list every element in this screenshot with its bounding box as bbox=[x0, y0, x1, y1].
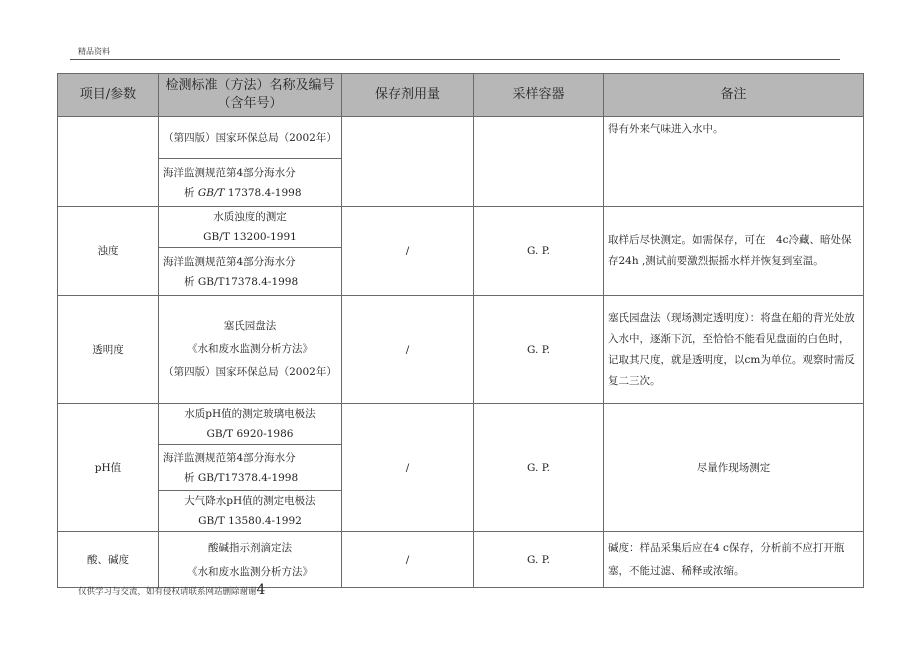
standard-cell bbox=[159, 159, 342, 207]
standard-line: 海洋监测规范第4部分海水分 bbox=[163, 255, 296, 268]
standard-cell bbox=[159, 248, 342, 296]
param-cell: 浊度 bbox=[58, 207, 159, 296]
standard-text: 析 bbox=[184, 186, 198, 199]
preservative-cell: / bbox=[342, 532, 474, 588]
container-cell: G. P. bbox=[474, 207, 604, 296]
footer-note bbox=[78, 582, 265, 598]
page-number: 4 bbox=[256, 582, 266, 598]
preservative-cell bbox=[342, 117, 474, 207]
standard-line: GB/T 6920-1986 bbox=[206, 428, 294, 440]
container-cell: G. P. bbox=[474, 296, 604, 404]
monitoring-standards-table bbox=[57, 73, 864, 588]
notes-cell: 塞氏园盘法（现场测定透明度）：将盘在船的背光处放入水中，逐渐下沉，至恰恰不能看见盘面的白色时，记取其尺度，就是透明度，以cm为单位。观察时需反复二三次。 bbox=[604, 296, 864, 404]
standard-line: 水质浊度的测定 bbox=[213, 211, 287, 223]
param-cell: pH值 bbox=[58, 404, 159, 532]
standard-cell bbox=[159, 207, 342, 248]
standard-cell bbox=[159, 404, 342, 445]
notes-cell: 取样后尽快测定。如需保存，可在 4c冷藏、暗处保存24h ,测试前要激烈振摇水样并恢复到室温。 bbox=[604, 207, 864, 296]
footer-text: 仅供学习与交流，如有侵权请联系网站删除谢谢 bbox=[78, 587, 257, 597]
container-cell: G. P. bbox=[474, 404, 604, 532]
standard-line bbox=[163, 183, 337, 203]
header-note: 精品资料 bbox=[78, 47, 110, 56]
notes-cell: 碱度：样品采集后应在4 c保存，分析前不应打开瓶塞，不能过滤、稀释或浓缩。 bbox=[604, 532, 864, 588]
table-row bbox=[58, 117, 864, 159]
standard-line: GB/T 13580.4-1992 bbox=[198, 515, 302, 527]
table-row bbox=[58, 296, 864, 404]
param-cell: 酸、碱度 bbox=[58, 532, 159, 588]
standard-cell bbox=[159, 445, 342, 491]
standard-cell bbox=[159, 532, 342, 588]
standard-text: 17378.4-1998 bbox=[224, 186, 302, 199]
standard-line: 塞氏园盘法 bbox=[223, 320, 277, 332]
col-header-notes: 备注 bbox=[604, 74, 864, 117]
preservative-cell: / bbox=[342, 296, 474, 404]
table-row bbox=[58, 207, 864, 248]
standard-cell bbox=[159, 491, 342, 532]
notes-cell: 得有外来气味进入水中。 bbox=[604, 117, 864, 207]
notes-cell: 尽量作现场测定 bbox=[604, 404, 864, 532]
col-header-param: 项目/参数 bbox=[58, 74, 159, 117]
standard-line: 析 GB/T17378.4-1998 bbox=[184, 471, 299, 484]
header-rule bbox=[70, 59, 840, 60]
standard-line: 析 GB/T17378.4-1998 bbox=[184, 275, 299, 288]
table-header-row bbox=[58, 74, 864, 117]
standard-line: 《水和废水监测分析方法》 bbox=[187, 343, 313, 355]
standard-line: 海洋监测规范第4部分海水分 bbox=[163, 451, 296, 464]
standard-line: 水质pH值的测定玻璃电极法 bbox=[184, 408, 316, 420]
standard-code-italic: GB/T bbox=[197, 186, 225, 199]
standard-line: 大气降水pH值的测定电极法 bbox=[184, 495, 316, 507]
table-row bbox=[58, 404, 864, 445]
preservative-cell: / bbox=[342, 207, 474, 296]
col-header-container: 采样容器 bbox=[474, 74, 604, 117]
standard-cell: （第四版）国家环保总局（2002年） bbox=[159, 117, 342, 159]
param-cell: 透明度 bbox=[58, 296, 159, 404]
col-header-standard: 检测标准（方法）名称及编号（含年号） bbox=[159, 74, 342, 117]
standard-line: （第四版）国家环保总局（2002年） bbox=[163, 366, 337, 378]
table-row bbox=[58, 532, 864, 588]
col-header-preservative: 保存剂用量 bbox=[342, 74, 474, 117]
standard-line: GB/T 13200-1991 bbox=[203, 231, 297, 243]
param-cell bbox=[58, 117, 159, 207]
preservative-cell: / bbox=[342, 404, 474, 532]
standard-line: 《水和废水监测分析方法》 bbox=[187, 565, 313, 578]
standard-line: 酸碱指示剂滴定法 bbox=[208, 541, 292, 554]
standard-line: 海洋监测规范第4部分海水分 bbox=[163, 166, 296, 179]
container-cell bbox=[474, 117, 604, 207]
container-cell: G. P. bbox=[474, 532, 604, 588]
standard-cell bbox=[159, 296, 342, 404]
